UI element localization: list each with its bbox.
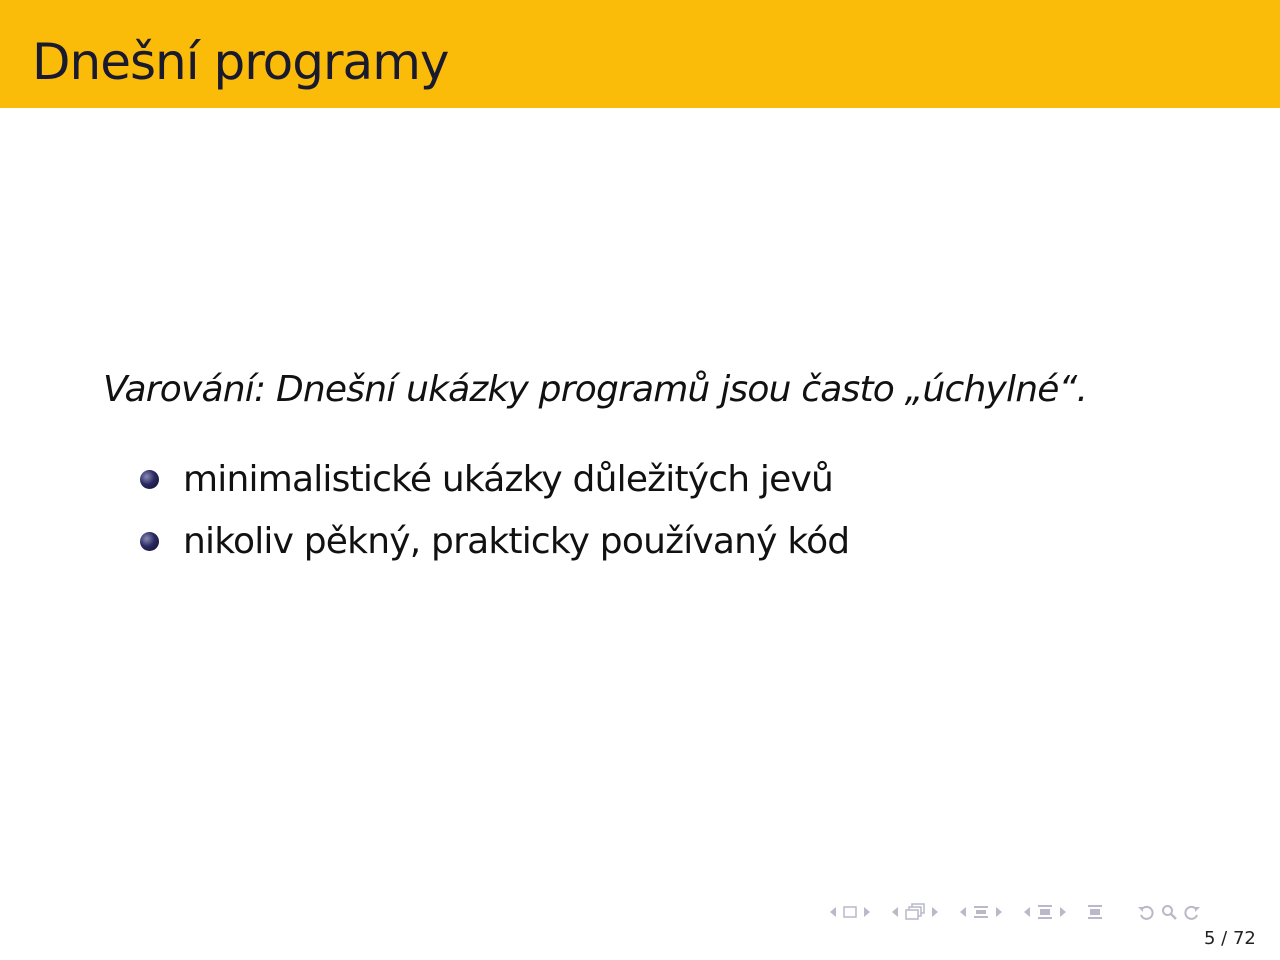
arrow-right-icon[interactable] (995, 906, 1003, 918)
bullet-icon (140, 532, 159, 551)
bullet-icon (140, 470, 159, 489)
subsection-icon[interactable] (973, 904, 989, 920)
nav-document-group (1084, 904, 1106, 920)
undo-icon[interactable] (1137, 904, 1155, 920)
frames-stack-icon[interactable] (905, 903, 925, 921)
list-item (140, 510, 849, 572)
arrow-right-icon[interactable] (1059, 906, 1067, 918)
bullet-text: minimalistické ukázky důležitých jevů (183, 458, 834, 500)
nav-tools-group (1134, 904, 1204, 920)
arrow-left-icon[interactable] (959, 906, 967, 918)
document-icon[interactable] (1087, 904, 1103, 920)
redo-icon[interactable] (1183, 904, 1201, 920)
arrow-left-icon[interactable] (891, 906, 899, 918)
slide-title: Dnešní programy (32, 33, 449, 91)
nav-subsection-group (956, 904, 1006, 920)
beamer-navigation (826, 900, 1204, 924)
nav-frame-group (826, 906, 874, 918)
arrow-left-icon[interactable] (829, 906, 837, 918)
arrow-right-icon[interactable] (931, 906, 939, 918)
list-item (140, 448, 849, 510)
bullet-text: nikoliv pěkný, prakticky používaný kód (183, 520, 850, 562)
section-icon[interactable] (1037, 904, 1053, 920)
title-bar (0, 0, 1280, 108)
bullet-list (140, 448, 849, 572)
search-icon[interactable] (1161, 904, 1177, 920)
nav-subframe-group (888, 903, 942, 921)
warning-text: Varování: Dnešní ukázky programů jsou často „úchylné“. (103, 369, 1088, 410)
page-number: 5 / 72 (1204, 928, 1256, 949)
arrow-left-icon[interactable] (1023, 906, 1031, 918)
frame-icon[interactable] (843, 906, 857, 918)
arrow-right-icon[interactable] (863, 906, 871, 918)
nav-section-group (1020, 904, 1070, 920)
